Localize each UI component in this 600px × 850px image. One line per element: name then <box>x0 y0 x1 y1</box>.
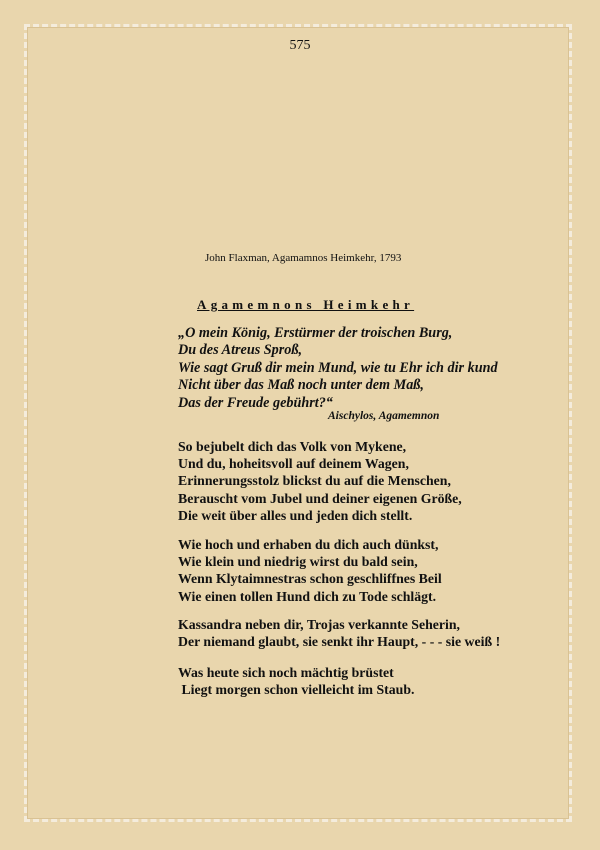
stanza <box>178 664 414 698</box>
poem-title: Agamemnons Heimkehr <box>197 297 415 312</box>
stanza <box>178 536 442 605</box>
epigraph-line: Wie sagt Gruß dir mein Mund, wie tu Ehr ich dir kund <box>178 359 498 376</box>
stanza <box>178 438 462 524</box>
page-border-inner <box>27 27 569 819</box>
verse-line: Wenn Klytaimnestras schon geschliffnes Beil <box>178 571 442 587</box>
verse-line: So bejubelt dich das Volk von Mykene, <box>178 439 407 454</box>
epigraph-source: Aischylos, Agamemnon <box>328 410 440 422</box>
verse-line: Der niemand glaubt, sie senkt ihr Haupt, - - - sie weiß ! <box>178 634 501 650</box>
stanza <box>178 616 500 650</box>
verse-line: Erinnerungsstolz blickst du auf die Menschen, <box>178 473 451 489</box>
verse-line: Berauscht vom Jubel und deiner eigenen Größe, <box>178 490 462 506</box>
epigraph-line: Das der Freude gebührt?“ <box>178 394 333 411</box>
verse-line: Liegt morgen schon vielleicht im Staub. <box>178 682 415 698</box>
page-number: 575 <box>289 38 311 53</box>
verse-line: Kassandra neben dir, Trojas verkannte Seherin, <box>178 617 460 632</box>
verse-line: Wie einen tollen Hund dich zu Tode schlägt. <box>178 588 437 604</box>
verse-line: Wie hoch und erhaben du dich auch dünkst, <box>178 537 439 552</box>
verse-line: Und du, hoheitsvoll auf deinem Wagen, <box>178 456 409 472</box>
epigraph-line: Du des Atreus Sproß, <box>178 342 303 359</box>
epigraph-line: „O mein König, Erstürmer der troischen Burg, <box>178 325 453 341</box>
verse-line: Was heute sich noch mächtig brüstet <box>178 665 394 680</box>
epigraph <box>178 325 498 412</box>
verse-line: Die weit über alles und jeden dich stellt. <box>178 507 413 523</box>
epigraph-line: Nicht über das Maß noch unter dem Maß, <box>178 377 424 394</box>
verse-line: Wie klein und niedrig wirst du bald sein, <box>178 554 418 570</box>
image-caption: John Flaxman, Agamamnos Heimkehr, 1793 <box>205 252 402 264</box>
